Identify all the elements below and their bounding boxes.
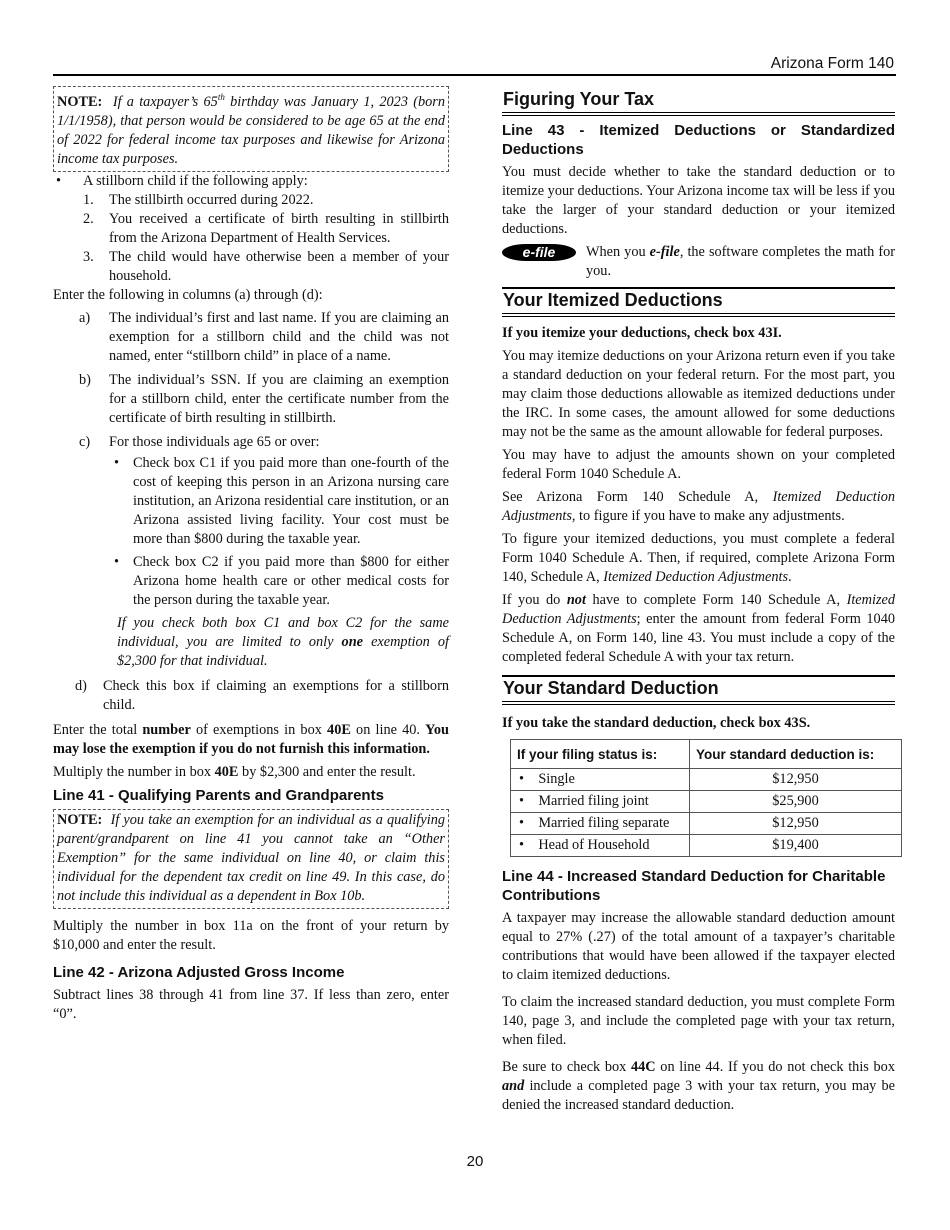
deduction-amount-cell: $19,400 (690, 835, 902, 857)
column-c-item: c) For those individuals age 65 or over: (79, 433, 320, 450)
enter-total-text: Enter the total number of exemptions in box 40E on line 40. You may lose the exemption if you do not furnish this information. (53, 721, 450, 757)
standard-heading: Your Standard Deduction (502, 675, 895, 705)
deduction-amount-cell: $12,950 (690, 813, 902, 835)
table-row (511, 769, 902, 791)
line44-heading: Line 44 - Increased Standard Deduction for Charitable Contributions (502, 868, 886, 904)
filing-status-cell: • Head of Household (511, 835, 690, 857)
right-column (502, 88, 895, 1119)
deduction-amount-cell: $12,950 (690, 769, 902, 791)
line43-heading: Line 43 - Itemized Deductions or Standardized Deductions (502, 122, 895, 158)
column-d-item: d) Check this box if claiming an exemptions for a stillborn child. (75, 677, 449, 713)
table-row (511, 813, 902, 835)
table-header: If your filing status is: (511, 740, 690, 769)
note-text: If you take an exemption for an individual as a qualifying parent/grandparent on line 41 you cannot take an “Other Exemption” for the same individual on line 40, or claim this individual for the dependent tax credit on line 49. In this case, do not include this individual as a dependent in Box 10b. (57, 811, 445, 904)
note-text-cont: birthday was January 1, 2023 (born 1/1/1958), that person would be considered to be age 65 at the end of 2022 for federal income tax purposes and likewise for Arizona income tax purposes. (57, 93, 446, 167)
column-a-item: a) The individual’s first and last name. If you are claiming an exemption for a stillborn child and the child was not named, enter “stillborn child” in place of a name. (79, 309, 449, 364)
table-header: Your standard deduction is: (690, 740, 902, 769)
itemized-p4: To figure your itemized deductions, you must complete a federal Form 1040 Schedule A. Then, if required, complete Arizona Form 140, Schedule A, Itemized Deduction Adjustments. (502, 531, 895, 585)
standard-deduction-table (510, 739, 902, 857)
form-title: Arizona Form 140 (770, 55, 894, 72)
itemized-heading: Your Itemized Deductions (502, 287, 895, 317)
note-label: NOTE: (57, 811, 103, 828)
c-bullet: • Check box C2 if you paid more than $800 for either Arizona home health care or other medical costs for the person during the taxable year. (53, 553, 449, 610)
line44-p1: A taxpayer may increase the allowable standard deduction amount equal to 27% (.27) of the total amount of a taxpayer’s charitable contributions that would have been allowed if the taxpayer elected to claim itemized deductions. (502, 910, 895, 983)
enter-columns-text: Enter the following in columns (a) through (d): (53, 286, 323, 303)
line42-text: Subtract lines 38 through 41 from line 37. If less than zero, enter “0”. (53, 986, 449, 1022)
line44-p2: To claim the increased standard deduction, you must complete Form 140, page 3, and include the completed page with your tax return, when filed. (502, 994, 895, 1048)
itemized-p1: You may itemize deductions on your Arizona return even if you take a standard deduction on your federal return. For the most part, you may claim those deductions allowable as itemized deductions under the IRC. In some cases, the amount allowed for some deductions may not be the same as the amount allowable for federal purposes. (502, 348, 895, 440)
line43-text: You must decide whether to take the standard deduction or to itemize your deductions. Your Arizona income tax will be less if you take the larger of your standard deduction or your itemized deductions. (502, 164, 895, 237)
note-text: If a taxpayer’s 65 (112, 93, 218, 110)
c-note: If you check both box C1 and box C2 for the same individual, you are limited to only one exemption of $2,300 for that individual. (117, 614, 449, 669)
efile-note: e-file When you e-file, the software completes the math for you. (502, 243, 895, 281)
table-header-row (511, 740, 902, 769)
page-number: 20 (466, 1153, 484, 1170)
note-label: NOTE: (57, 93, 103, 110)
left-column (53, 86, 449, 1028)
column-b-item: b) The individual’s SSN. If you are claiming an exemption for a stillborn child, enter the certificate number from the certificate of birth resulting in stillbirth. (79, 371, 449, 426)
filing-status-cell: • Married filing separate (511, 813, 690, 835)
figuring-heading: Figuring Your Tax (502, 88, 895, 116)
itemized-p3: See Arizona Form 140 Schedule A, Itemized Deduction Adjustments, to figure if you have to make any adjustments. (502, 489, 896, 524)
multiply-40e-text: Multiply the number in box 40E by $2,300 and enter the result. (53, 763, 416, 780)
filing-status-cell: • Single (511, 769, 690, 791)
deduction-amount-cell: $25,900 (690, 791, 902, 813)
multiply-11a-text: Multiply the number in box 11a on the front of your return by $10,000 and enter the result. (53, 917, 449, 953)
note-age-65 (53, 86, 449, 172)
table-row (511, 791, 902, 813)
c-bullet: • Check box C1 if you paid more than one-fourth of the cost of keeping this person in an Arizona nursing care institution, an Arizona residential care institution, or an Arizona assisted living facility. Your cost must be more than $800 during the taxable year. (53, 454, 449, 549)
line41-heading: Line 41 - Qualifying Parents and Grandparents (53, 786, 384, 804)
line44-p3: Be sure to check box 44C on line 44. If you do not check this box and include a completed page 3 with your tax return, you may be denied the increased standard deduction. (502, 1059, 895, 1113)
itemized-p2: You may have to adjust the amounts shown on your completed federal Form 1040 Schedule A. (502, 447, 895, 482)
efile-badge-icon: e-file (502, 244, 576, 261)
table-row (511, 835, 902, 857)
header-rule (53, 74, 896, 76)
filing-status-cell: • Married filing joint (511, 791, 690, 813)
itemized-p5: If you do not have to complete Form 140 Schedule A, Itemized Deduction Adjustments; enter the amount from federal Form 1040 Schedule A, on Form 140, line 43. You must include a copy of the completed federal Schedule A with your tax return. (502, 592, 895, 665)
itemized-check: If you itemize your deductions, check box 43I. (502, 325, 782, 341)
standard-check: If you take the standard deduction, check box 43S. (502, 715, 811, 731)
stillborn-item: 2. You received a certificate of birth resulting in stillbirth from the Arizona Department of Health Services. (83, 210, 449, 246)
stillborn-item: 3. The child would have otherwise been a member of your household. (83, 248, 449, 284)
note-sup: th (217, 92, 225, 102)
note-line41 (53, 809, 449, 909)
stillborn-item: 1. The stillbirth occurred during 2022. (83, 191, 314, 208)
stillborn-bullet: • A stillborn child if the following apply: (53, 172, 449, 191)
line42-heading: Line 42 - Arizona Adjusted Gross Income (53, 963, 345, 981)
